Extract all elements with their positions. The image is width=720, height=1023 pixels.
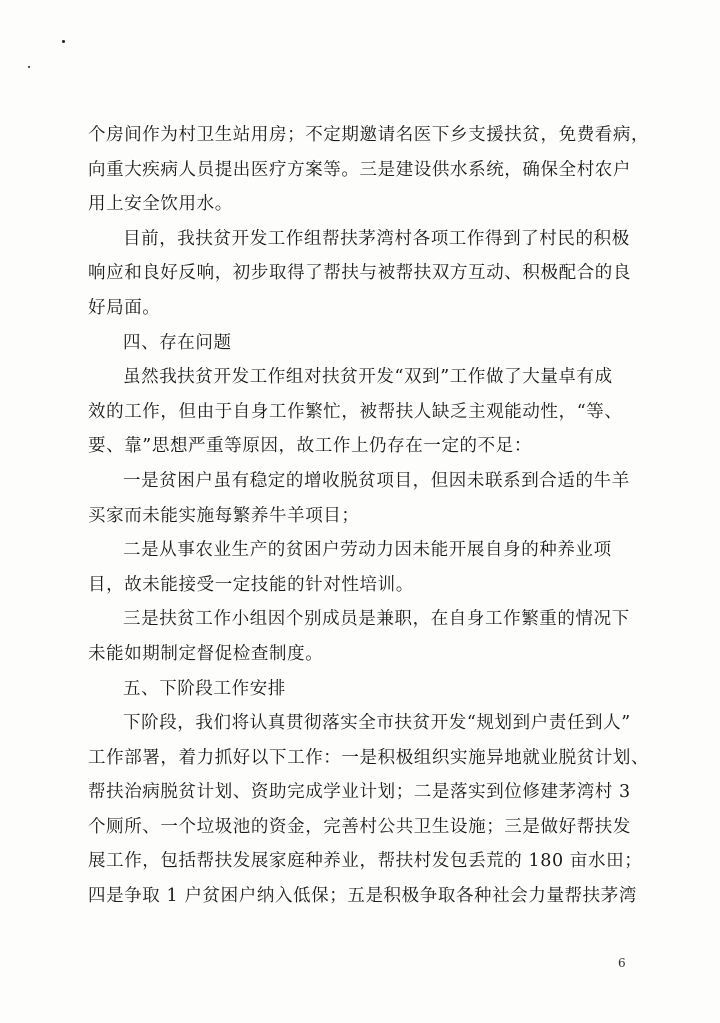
text-line-20: 帮扶治病脱贫计划、资助完成学业计划；二是落实到位修建茅湾村 3: [88, 782, 631, 803]
text-line-23: 四是争取 1 户贫困户纳入低保；五是积极争取各种社会力量帮扶茅湾: [88, 886, 637, 907]
text-line-8: 虽然我扶贫开发工作组对扶贫开发“双到”工作做了大量卓有成: [123, 367, 613, 388]
text-line-12: 买家而未能实施每繁养牛羊项目；: [88, 505, 360, 526]
text-line-22: 展工作，包括帮扶发展家庭种养业，帮扶村发包丢荒的 180 亩水田；: [88, 851, 643, 872]
text-line-16: 未能如期制定督促检查制度。: [88, 643, 324, 664]
scan-speck: [62, 40, 65, 43]
text-line-18: 下阶段，我们将认真贯彻落实全市扶贫开发“规划到户责任到人”: [123, 713, 631, 734]
section-heading-problems: 四、存在问题: [123, 332, 232, 353]
text-line-21: 个厕所、一个垃圾池的资金，完善村公共卫生设施；三是做好帮扶发: [88, 816, 631, 837]
text-line-15: 三是扶贫工作小组因个别成员是兼职，在自身工作繁重的情况下: [123, 609, 630, 630]
text-line-6: 好局面。: [88, 297, 161, 318]
text-line-14: 目，故未能接受一定技能的针对性培训。: [88, 574, 414, 595]
scan-speck: [28, 66, 30, 68]
body-text: [88, 118, 648, 914]
text-line-1: 个房间作为村卫生站用房；不定期邀请名医下乡支援扶贫，免费看病，: [88, 125, 650, 145]
section-heading-next-stage: 五、下阶段工作安排: [123, 678, 286, 699]
text-line-9: 效的工作，但由于自身工作繁忙，被帮扶人缺乏主观能动性，“等、: [88, 401, 623, 422]
text-line-13: 二是从事农业生产的贫困户劳动力因未能开展自身的种养业项: [123, 540, 612, 561]
text-line-3: 用上安全饮用水。: [88, 194, 233, 215]
text-line-19: 工作部署，着力抓好以下工作：一是积极组织实施异地就业脱贫计划、: [88, 747, 650, 768]
text-line-10: 要、靠”思想严重等原因，故工作上仍存在一定的不足：: [88, 436, 532, 457]
text-line-2: 向重大疾病人员提出医疗方案等。三是建设供水系统，确保全村农户: [88, 159, 631, 180]
text-line-11: 一是贫困户虽有稳定的增收脱贫项目，但因未联系到合适的牛羊: [123, 470, 630, 491]
text-line-5: 响应和良好反响，初步取得了帮扶与被帮扶双方互动、积极配合的良: [88, 263, 631, 284]
text-line-4: 目前，我扶贫开发工作组帮扶茅湾村各项工作得到了村民的积极: [123, 228, 630, 249]
page-number: 6: [618, 956, 626, 970]
